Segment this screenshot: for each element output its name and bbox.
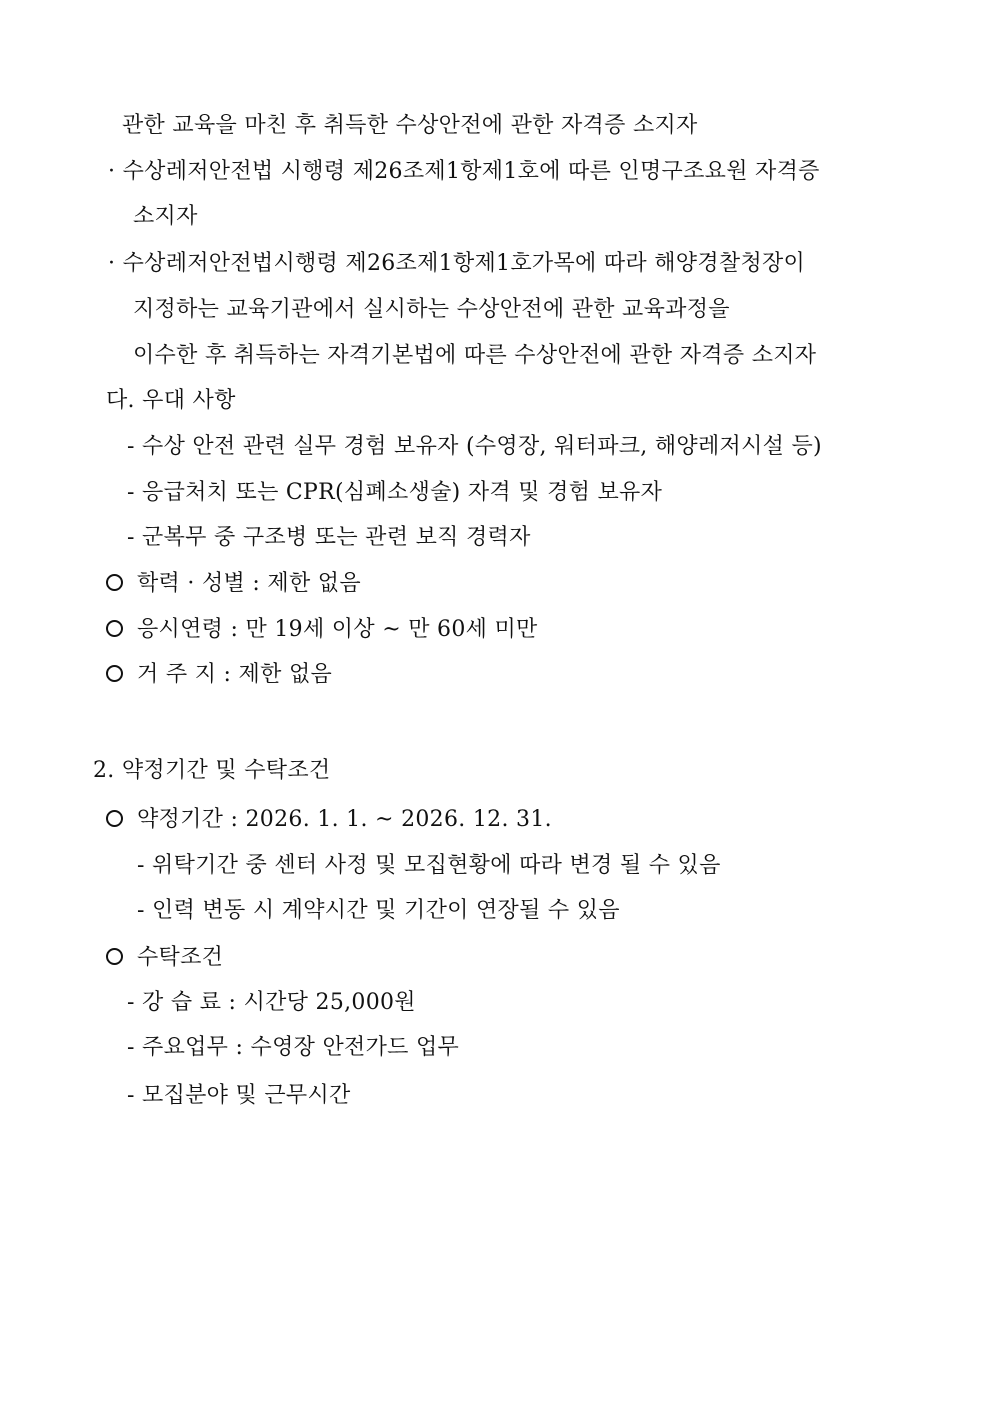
text-line: 지정하는 교육기관에서 실시하는 수상안전에 관한 교육과정을: [133, 297, 730, 322]
text-line: 이수한 후 취득하는 자격기본법에 따른 수상안전에 관한 자격증 소지자: [133, 343, 817, 368]
circle-item: [106, 806, 552, 834]
section-heading: 2. 약정기간 및 수탁조건: [93, 758, 331, 783]
dash-item: - 응급처치 또는 CPR(심폐소생술) 자격 및 경험 보유자: [127, 480, 663, 505]
bullet-line: · 수상레저안전법시행령 제26조제1항제1호가목에 따라 해양경찰청장이: [108, 251, 806, 276]
circle-item: [106, 661, 332, 689]
dash-item: - 주요업무 : 수영장 안전가드 업무: [127, 1035, 460, 1060]
text-line: 소지자: [133, 204, 198, 229]
circle-item-text: 학력 · 성별 : 제한 없음: [137, 571, 361, 596]
circle-item-text: 거 주 지 : 제한 없음: [137, 662, 333, 687]
dash-item: - 강 습 료 : 시간당 25,000원: [127, 990, 416, 1015]
circle-item: [106, 616, 538, 644]
circle-item-text: 응시연령 : 만 19세 이상 ~ 만 60세 미만: [137, 617, 538, 642]
text-line: 관한 교육을 마친 후 취득한 수상안전에 관한 자격증 소지자: [122, 113, 698, 138]
circle-bullet-icon: [106, 665, 123, 682]
dash-item: - 수상 안전 관련 실무 경험 보유자 (수영장, 워터파크, 해양레저시설 등): [127, 434, 822, 459]
circle-item: [106, 570, 361, 598]
circle-bullet-icon: [106, 620, 123, 637]
dash-item: - 인력 변동 시 계약시간 및 기간이 연장될 수 있음: [137, 898, 620, 923]
dash-item: - 모집분야 및 근무시간: [127, 1083, 351, 1108]
bullet-line: · 수상레저안전법 시행령 제26조제1항제1호에 따른 인명구조요원 자격증: [108, 159, 820, 184]
dash-item: - 군복무 중 구조병 또는 관련 보직 경력자: [127, 525, 531, 550]
circle-bullet-icon: [106, 574, 123, 591]
circle-item-text: 수탁조건: [137, 945, 224, 970]
circle-bullet-icon: [106, 810, 123, 827]
circle-bullet-icon: [106, 948, 123, 965]
circle-item-text: 약정기간 : 2026. 1. 1. ~ 2026. 12. 31.: [137, 807, 552, 832]
subsection-heading: 다. 우대 사항: [106, 388, 236, 413]
dash-item: - 위탁기간 중 센터 사정 및 모집현황에 따라 변경 될 수 있음: [137, 853, 721, 878]
circle-item: [106, 944, 223, 972]
